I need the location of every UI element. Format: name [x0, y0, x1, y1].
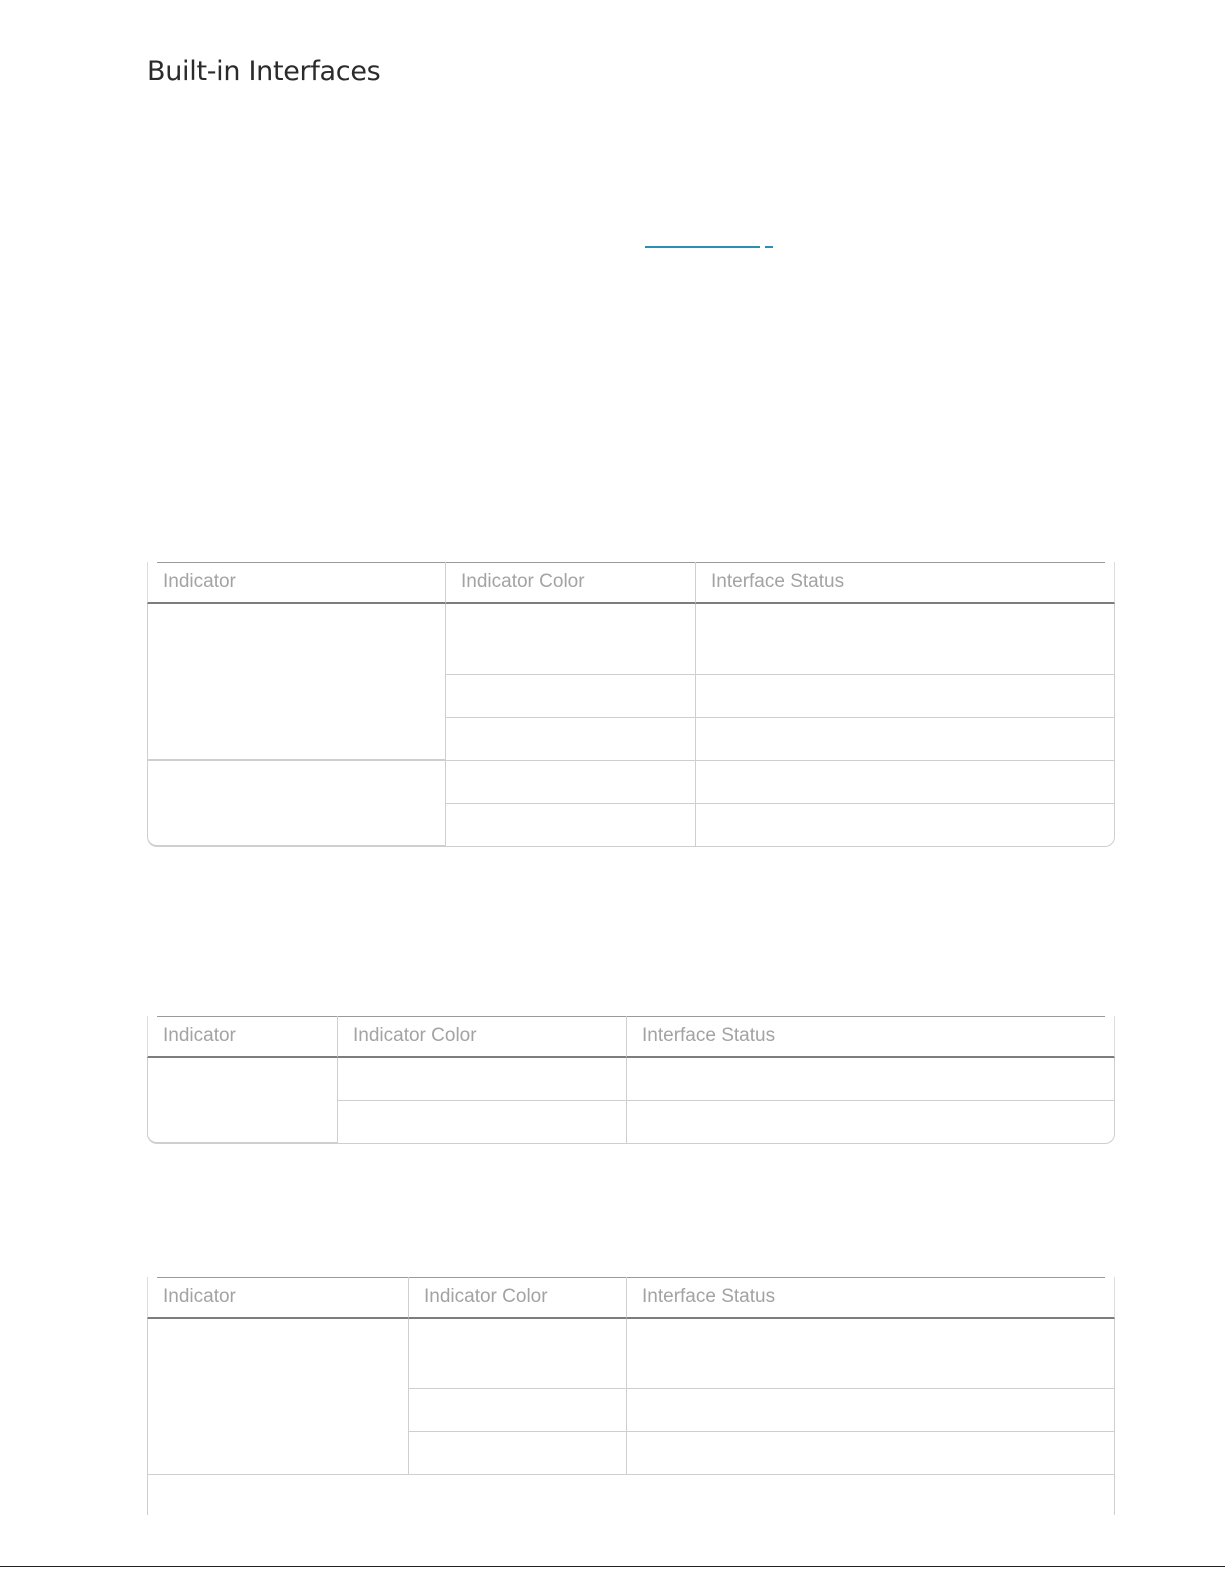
table-cell-status: [695, 604, 1115, 675]
indicator-table-3: [147, 1277, 1115, 1517]
table-cell-status: [626, 1319, 1115, 1389]
table-cell-status: [695, 718, 1115, 761]
table-cell-color: [337, 1058, 626, 1101]
table-cell-indicator: [147, 604, 445, 761]
table-row: [147, 1058, 1115, 1101]
table-cell-indicator: [147, 1319, 408, 1475]
table-row: [147, 1475, 1115, 1515]
table-cell-color: [337, 1101, 626, 1144]
header-indicator-color: Indicator Color: [408, 1277, 626, 1319]
header-interface-status: Interface Status: [626, 1277, 1115, 1319]
table-cell-color: [445, 604, 695, 675]
table-cell-status: [695, 761, 1115, 804]
table-cell-full: [147, 1475, 1115, 1515]
indicator-table-1: [147, 562, 1115, 848]
table-cell-status: [626, 1101, 1115, 1144]
table-cell-status: [695, 675, 1115, 718]
table-header-row: [147, 562, 1115, 604]
table-row: [147, 604, 1115, 675]
table-cell-status: [626, 1389, 1115, 1432]
header-indicator-color: Indicator Color: [445, 562, 695, 604]
inline-link-tail[interactable]: [765, 234, 773, 248]
inline-link[interactable]: [645, 234, 760, 248]
table-grid: [147, 1277, 1115, 1515]
header-indicator: Indicator: [147, 1277, 408, 1319]
header-interface-status: Interface Status: [695, 562, 1115, 604]
table-cell-status: [626, 1432, 1115, 1475]
table-cell-color: [445, 675, 695, 718]
table-cell-status: [695, 804, 1115, 847]
table-row: [147, 1319, 1115, 1389]
table-cell-indicator: [147, 1058, 337, 1144]
header-interface-status: Interface Status: [626, 1016, 1115, 1058]
header-indicator-color: Indicator Color: [337, 1016, 626, 1058]
table-cell-color: [408, 1389, 626, 1432]
table-row: [147, 761, 1115, 804]
table-grid: [147, 562, 1115, 847]
table-cell-color: [445, 718, 695, 761]
indicator-table-2: [147, 1016, 1115, 1146]
page-bottom-rule: [0, 1566, 1225, 1567]
header-indicator: Indicator: [147, 1016, 337, 1058]
table-cell-color: [445, 761, 695, 804]
table-grid: [147, 1016, 1115, 1144]
table-cell-indicator: [147, 761, 445, 847]
table-cell-color: [408, 1319, 626, 1389]
table-header-row: [147, 1277, 1115, 1319]
table-cell-color: [445, 804, 695, 847]
table-header-row: [147, 1016, 1115, 1058]
header-indicator: Indicator: [147, 562, 445, 604]
table-cell-status: [626, 1058, 1115, 1101]
table-cell-color: [408, 1432, 626, 1475]
page-title: Built-in Interfaces: [147, 56, 381, 87]
